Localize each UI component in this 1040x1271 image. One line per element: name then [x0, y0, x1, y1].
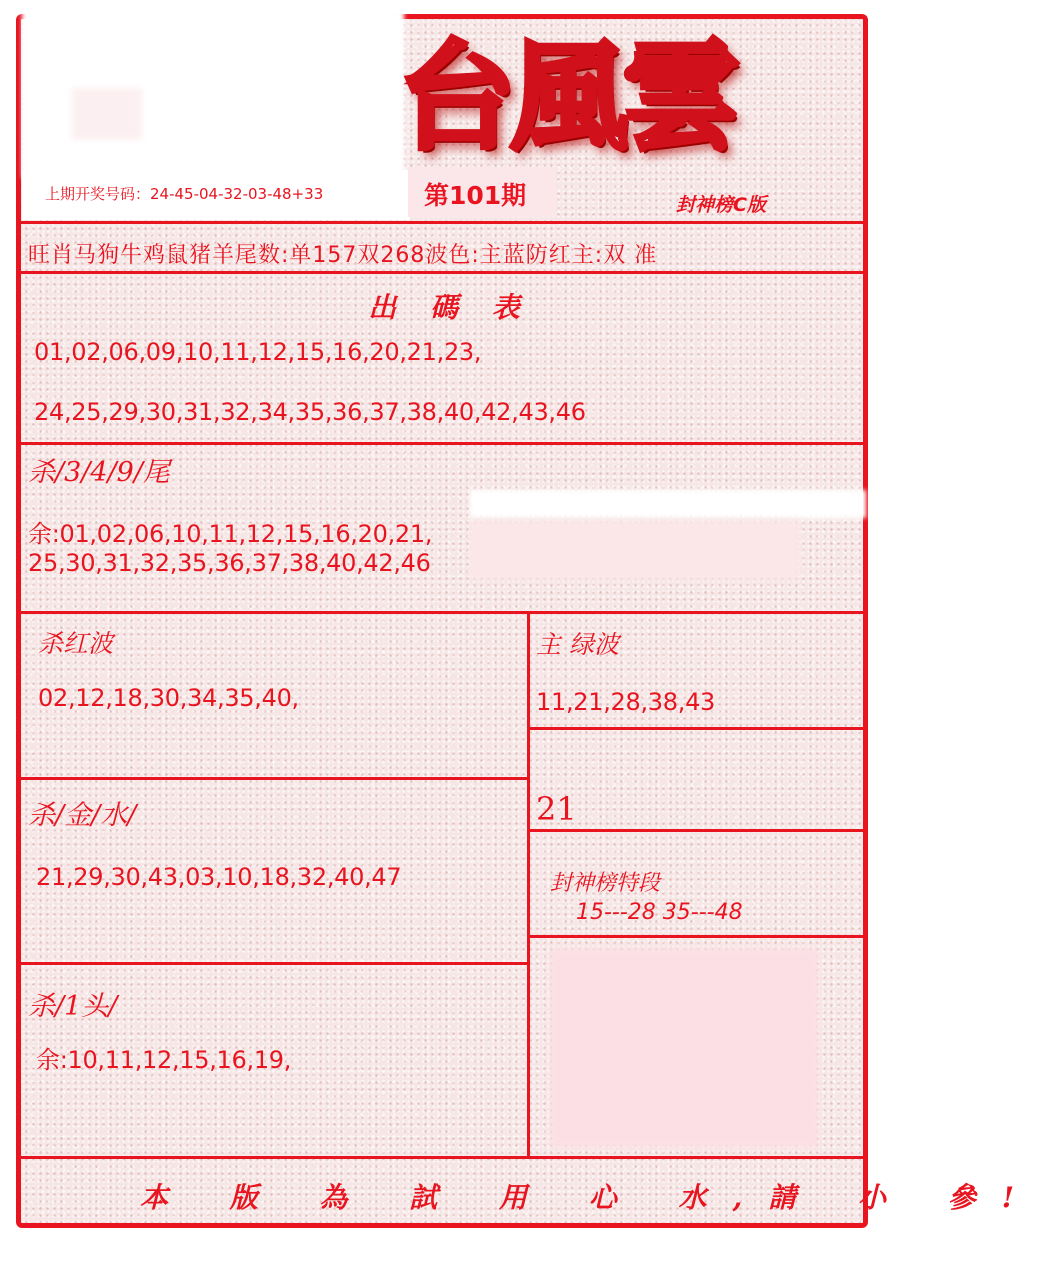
- main-green-numbers: 11,21,28,38,43: [536, 688, 716, 716]
- kill-element-numbers: 21,29,30,43,03,10,18,32,40,47: [36, 863, 402, 891]
- kill-head-label: 杀/1头/: [28, 991, 118, 1022]
- redacted-area-bottom-right: [550, 948, 818, 1148]
- divider-vertical: [527, 611, 530, 1158]
- chart-table-title: 出 碼 表: [368, 291, 532, 324]
- brand-title: 台風雲: [398, 27, 735, 166]
- main-green-label: 主 绿波: [536, 630, 619, 659]
- divider-tail: [21, 611, 865, 614]
- special-value: 15---28 35---48: [576, 900, 743, 925]
- kill-tail-label: 杀/3/4/9/尾: [28, 457, 170, 488]
- issue-number: 第101期: [424, 181, 527, 210]
- divider-element: [21, 962, 529, 965]
- footer-disclaimer: 本 版 為 試 用 心 水,請 小 參!: [140, 1181, 1040, 1214]
- previous-draw-numbers: 上期开奖号码：24-45-04-32-03-48+33: [45, 185, 324, 203]
- divider-special: [527, 935, 865, 938]
- single-number: 21: [536, 790, 577, 828]
- divider-chart: [21, 442, 865, 445]
- divider-red: [21, 777, 529, 780]
- divider-footer: [21, 1156, 865, 1159]
- kill-head-numbers: 余:10,11,12,15,16,19,: [36, 1046, 292, 1074]
- edition-label: 封神榜C版: [676, 194, 766, 216]
- divider-zodiac: [21, 271, 865, 274]
- redacted-smudge: [72, 88, 142, 140]
- kill-element-label: 杀/金/水/: [28, 800, 137, 831]
- special-label: 封神榜特段: [550, 871, 661, 896]
- kill-tail-line-1: 余:01,02,06,10,11,12,15,16,20,21,: [28, 520, 433, 548]
- redacted-area-tail: [470, 490, 866, 518]
- zodiac-tail-color-line: 旺肖马狗牛鸡鼠猪羊尾数:单157双268波色:主蓝防红主:双 准: [28, 243, 658, 268]
- kill-red-label: 杀红波: [38, 629, 114, 658]
- chart-table-line-1: 01,02,06,09,10,11,12,15,16,20,21,23,: [34, 338, 482, 366]
- kill-tail-line-2: 25,30,31,32,35,36,37,38,40,42,46: [28, 549, 431, 577]
- chart-table-line-2: 24,25,29,30,31,32,34,35,36,37,38,40,42,43,46: [34, 398, 586, 426]
- divider-green: [527, 727, 865, 730]
- kill-red-numbers: 02,12,18,30,34,35,40,: [38, 684, 299, 712]
- divider-single: [527, 829, 865, 832]
- divider-header: [21, 221, 865, 224]
- redacted-area-tail-2: [470, 520, 800, 580]
